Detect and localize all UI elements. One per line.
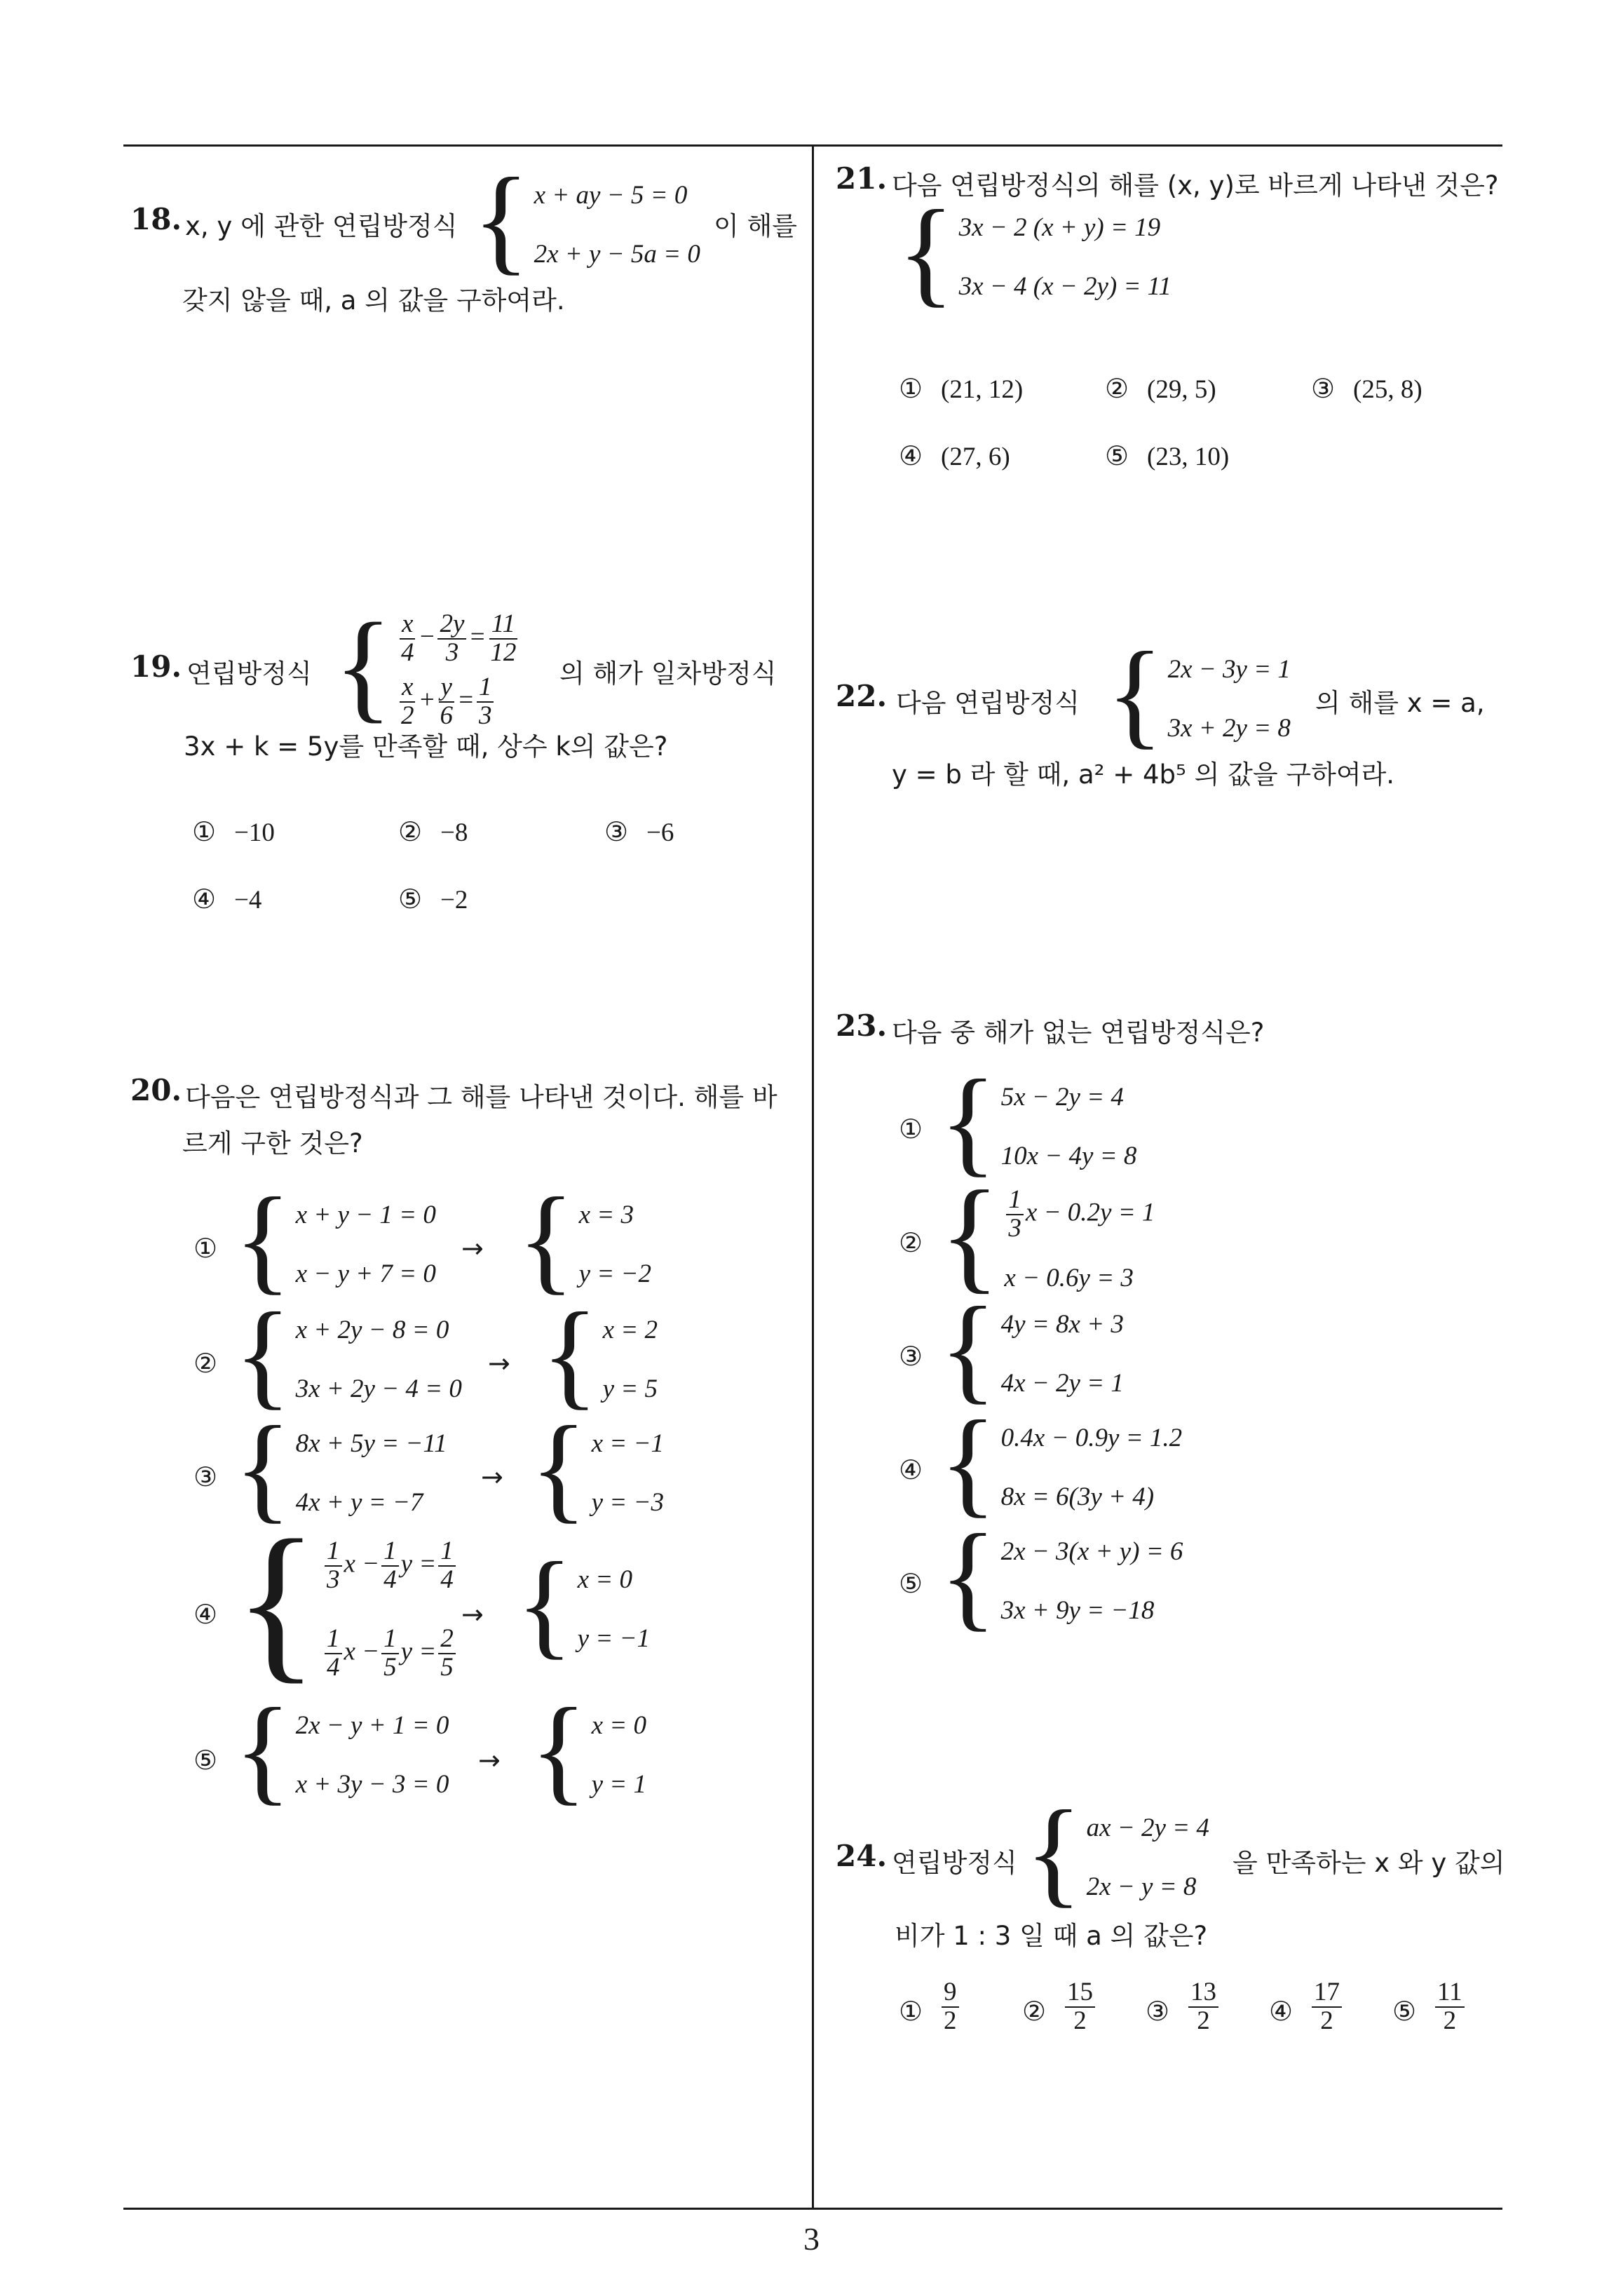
equation-1: ax − 2y = 4 — [1086, 1813, 1209, 1842]
option-5-value[interactable]: −2 — [440, 886, 468, 914]
question-number: 18. — [130, 202, 182, 236]
option-1-marker[interactable]: ① — [899, 373, 923, 404]
equation-1: 3x − 2 (x + y) = 19 — [958, 212, 1161, 242]
option-4-value[interactable]: −4 — [234, 886, 262, 914]
equation-1: 2x − 3y = 1 — [1167, 654, 1291, 684]
option-3-system[interactable]: { 8x + 5y = −11 4x + y = −7 — [234, 1402, 447, 1534]
option-3-solution: { x = −1 y = −3 — [530, 1402, 664, 1534]
left-brace-icon: { — [530, 1402, 588, 1534]
left-brace-icon: { — [939, 1165, 1000, 1304]
option-3-marker[interactable]: ③ — [899, 1341, 923, 1372]
option-2-value[interactable]: −8 — [440, 818, 468, 847]
left-brace-icon: { — [234, 1288, 292, 1420]
question-lead: 다음 연립방정식 — [896, 688, 1080, 718]
left-brace-icon: { — [334, 597, 393, 734]
arrow-icon: → — [461, 1233, 484, 1264]
question-line-1: 다음 중 해가 없는 연립방정식은? — [892, 1018, 1265, 1048]
option-2-system[interactable]: { $\frac{1}{3}$ x − 0.2y = 1 x − 0.6y = 3 — [939, 1165, 1155, 1304]
equation-1: x + ay − 5 = 0 — [534, 180, 688, 210]
option-5-marker[interactable]: ⑤ — [899, 1568, 923, 1599]
option-1-system[interactable]: { 5x − 2y = 4 10x − 4y = 8 — [939, 1055, 1137, 1187]
option-1-marker[interactable]: ① — [192, 816, 217, 847]
left-brace-icon: { — [939, 1510, 997, 1642]
option-2-value[interactable]: (29, 5) — [1147, 375, 1216, 404]
left-brace-icon: { — [234, 1402, 292, 1534]
left-brace-icon: { — [1106, 628, 1164, 759]
equation-1: $\frac{x}{4}$ − $\frac{2y}{3}$ = $\frac{11}{12}$ — [401, 609, 517, 667]
question-number: 23. — [836, 1008, 888, 1043]
page-number: 3 — [803, 2221, 820, 2257]
question-lead: x, y 에 관한 연립방정식 — [185, 211, 458, 241]
question-line-2: 르게 구한 것은? — [182, 1128, 363, 1159]
option-2-marker[interactable]: ② — [398, 816, 423, 847]
equation-2: 3x + 2y = 8 — [1167, 713, 1291, 743]
question-21 — [836, 161, 1509, 484]
question-line-2: 갖지 않을 때, a 의 값을 구하여라. — [182, 285, 565, 316]
question-number: 20. — [130, 1073, 182, 1107]
option-2-marker[interactable]: ② — [1105, 373, 1129, 404]
question-24 — [836, 1786, 1509, 2062]
arrow-icon: → — [481, 1461, 503, 1492]
option-5-marker[interactable]: ⑤ — [398, 884, 423, 914]
option-4-system[interactable]: { $\frac{1}{3}$ x − $\frac{1}{4}$ y = $\frac{1}{4}$ $\frac{1}{4}$ x − $\frac{1}{5}$ y = $\frac{2}{5}$ — [234, 1522, 458, 1697]
left-brace-icon: { — [1025, 1786, 1082, 1918]
question-line-2: 3x + k = 5y를 만족할 때, 상수 k의 값은? — [184, 731, 668, 762]
equation-system — [897, 186, 1172, 318]
question-line-2: 비가 1 : 3 일 때 a 의 값은? — [895, 1921, 1208, 1951]
question-22 — [836, 628, 1509, 804]
left-brace-icon: { — [939, 1396, 997, 1528]
arrow-icon: → — [488, 1348, 510, 1379]
question-tail: 을 만족하는 x 와 y 값의 — [1232, 1848, 1505, 1878]
option-2-solution: { x = 2 y = 5 — [541, 1288, 658, 1420]
equation-system — [473, 154, 700, 285]
left-brace-icon: { — [473, 154, 530, 285]
option-3-marker[interactable]: ③ — [1146, 1996, 1170, 2027]
option-4-solution: { x = 0 y = −1 — [516, 1538, 650, 1670]
option-2-marker[interactable]: ② — [899, 1227, 923, 1258]
option-1-marker[interactable]: ① — [193, 1233, 218, 1264]
question-line-2: y = b 라 할 때, a² + 4b⁵ 의 값을 구하여라. — [892, 759, 1395, 790]
option-2-marker[interactable]: ② — [1022, 1996, 1047, 2027]
question-line-1: 다음 연립방정식의 해를 (x, y)로 바르게 나타낸 것은? — [892, 170, 1499, 201]
option-4-marker[interactable]: ④ — [899, 1454, 923, 1485]
equation-system — [1106, 628, 1291, 759]
question-tail: 의 해가 일차방정식 — [559, 659, 777, 689]
left-brace-icon: { — [541, 1288, 599, 1420]
column-divider — [812, 144, 814, 2209]
option-1-system[interactable]: { x + y − 1 = 0 x − y + 7 = 0 — [234, 1173, 436, 1305]
option-1-solution: { x = 3 y = −2 — [517, 1173, 651, 1305]
equation-system — [334, 597, 520, 734]
left-brace-icon: { — [530, 1684, 588, 1816]
option-3-value[interactable]: (25, 8) — [1353, 375, 1422, 404]
option-3-marker[interactable]: ③ — [1311, 373, 1336, 404]
left-brace-icon: { — [939, 1055, 997, 1187]
equation-2: 2x + y − 5a = 0 — [534, 239, 700, 269]
question-20 — [130, 1073, 803, 1830]
left-brace-icon: { — [234, 1684, 292, 1816]
option-5-system[interactable]: { 2x − y + 1 = 0 x + 3y − 3 = 0 — [234, 1684, 449, 1816]
option-1-value[interactable]: −10 — [234, 818, 275, 847]
option-5-marker[interactable]: ⑤ — [1392, 1996, 1417, 2027]
option-4-marker[interactable]: ④ — [899, 440, 923, 471]
question-line-1: 다음은 연립방정식과 그 해를 나타낸 것이다. 해를 바 — [185, 1082, 777, 1112]
option-4-marker[interactable]: ④ — [192, 884, 217, 914]
question-tail: 의 해를 x = a, — [1315, 688, 1485, 718]
left-brace-icon: { — [939, 1283, 997, 1414]
option-4-marker[interactable]: ④ — [193, 1599, 218, 1630]
bottom-rule — [123, 2208, 1502, 2210]
option-2-marker[interactable]: ② — [193, 1348, 218, 1379]
left-brace-icon: { — [516, 1538, 573, 1670]
equation-2: $\frac{x}{2}$ + $\frac{y}{6}$ = $\frac{1}{3}$ — [397, 674, 520, 730]
option-4-system[interactable]: { 0.4x − 0.9y = 1.2 8x = 6(3y + 4) — [939, 1396, 1183, 1528]
option-2-value[interactable]: $\frac{15}{2}$ — [1063, 1979, 1097, 2035]
left-brace-icon: { — [517, 1173, 575, 1305]
equation-system — [1025, 1786, 1209, 1918]
option-5-marker[interactable]: ⑤ — [1105, 440, 1129, 471]
equation-2: 3x − 4 (x − 2y) = 11 — [958, 271, 1172, 301]
question-number: 22. — [836, 679, 888, 713]
left-brace-icon: { — [897, 186, 955, 318]
option-1-value[interactable]: (21, 12) — [941, 375, 1024, 404]
option-4-value[interactable]: (27, 6) — [941, 443, 1010, 471]
option-5-marker[interactable]: ⑤ — [193, 1745, 218, 1776]
question-number: 19. — [130, 649, 182, 684]
option-2-system[interactable]: { x + 2y − 8 = 0 3x + 2y − 4 = 0 — [234, 1288, 462, 1420]
option-4-marker[interactable]: ④ — [1269, 1996, 1293, 2027]
option-5-solution: { x = 0 y = 1 — [530, 1684, 646, 1816]
question-18 — [130, 154, 803, 323]
option-3-value[interactable]: −6 — [646, 818, 674, 847]
option-5-value[interactable]: $\frac{11}{2}$ — [1433, 1979, 1467, 2035]
option-1-marker[interactable]: ① — [899, 1996, 923, 2027]
equation-2: 2x − y = 8 — [1086, 1872, 1197, 1901]
option-1-value[interactable]: $\frac{9}{2}$ — [939, 1979, 961, 2035]
option-1-marker[interactable]: ① — [899, 1114, 923, 1144]
arrow-icon: → — [461, 1599, 484, 1630]
question-tail: 이 해를 — [714, 211, 797, 241]
left-brace-icon: { — [234, 1504, 318, 1699]
option-4-value[interactable]: $\frac{17}{2}$ — [1310, 1979, 1344, 2035]
option-3-marker[interactable]: ③ — [193, 1461, 218, 1492]
question-19 — [130, 597, 803, 923]
question-lead: 연립방정식 — [892, 1848, 1017, 1878]
option-5-value[interactable]: (23, 10) — [1147, 443, 1230, 471]
question-number: 24. — [836, 1839, 888, 1873]
option-3-system[interactable]: { 4y = 8x + 3 4x − 2y = 1 — [939, 1283, 1124, 1414]
question-23 — [836, 1008, 1509, 1654]
option-3-value[interactable]: $\frac{13}{2}$ — [1186, 1979, 1221, 2035]
question-number: 21. — [836, 161, 888, 196]
option-3-marker[interactable]: ③ — [604, 816, 629, 847]
left-brace-icon: { — [234, 1173, 292, 1305]
question-lead: 연립방정식 — [186, 659, 312, 689]
option-5-system[interactable]: { 2x − 3(x + y) = 6 3x + 9y = −18 — [939, 1510, 1183, 1642]
arrow-icon: → — [478, 1745, 501, 1776]
